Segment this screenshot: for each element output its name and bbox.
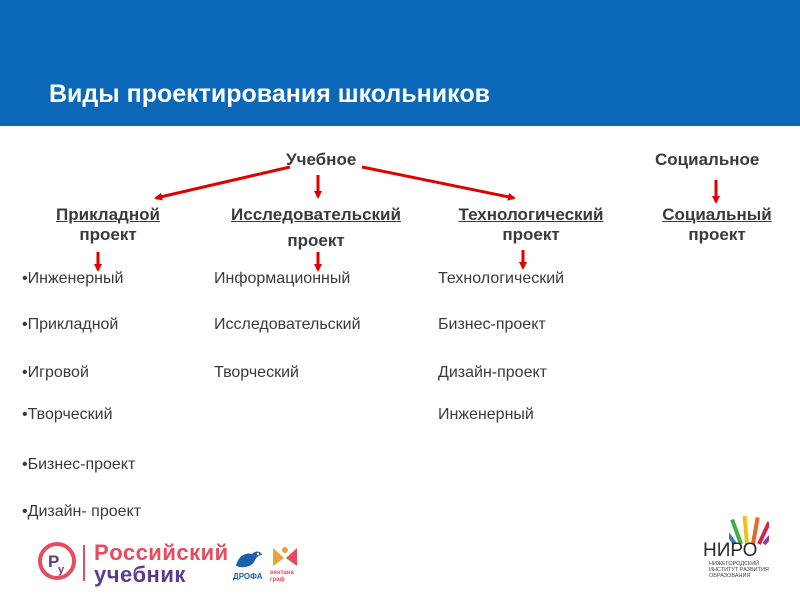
- ventana-graf-icon: [270, 544, 300, 570]
- drofa-logo-text: ДРОФА: [233, 572, 263, 581]
- list-item: •Игровой: [22, 364, 89, 381]
- list-item: Дизайн-проект: [438, 364, 547, 381]
- head-underlined: Технологический: [458, 205, 604, 224]
- logo-word-1: Pоссийский: [94, 540, 229, 565]
- node-social-top: Социальное: [655, 150, 760, 169]
- list-item: Информационный: [214, 270, 351, 287]
- logo-separator: [83, 545, 85, 581]
- ventana-graf-logo-text: вентана граф: [270, 570, 294, 583]
- list-item: Технологический: [438, 270, 565, 287]
- ru-emblem-icon: [36, 538, 82, 584]
- niro-subtitle: НИЖЕГОРОДСКИЙ ИНСТИТУТ РАЗВИТИЯ ОБРАЗОВАНИЯ: [709, 561, 769, 579]
- node-educational: Учебное: [286, 150, 357, 169]
- list-item: Инженерный: [438, 406, 534, 423]
- list-item: Творческий: [214, 364, 299, 381]
- svg-text:y: y: [58, 564, 65, 576]
- logo-word-2: учебник: [94, 562, 186, 587]
- column-head-research: [217, 205, 415, 251]
- column-head-social: [650, 205, 784, 245]
- arrow-to-technology: [362, 167, 514, 198]
- list-item: •Инженерный: [22, 270, 124, 287]
- niro-name: НИРО: [703, 540, 758, 561]
- list-item: •Бизнес-проект: [22, 456, 136, 473]
- head-second: проект: [287, 231, 345, 250]
- list-item: •Творческий: [22, 406, 113, 423]
- head-second: проект: [688, 225, 746, 244]
- list-item: •Дизайн- проект: [22, 503, 142, 520]
- niro-logo: [703, 512, 773, 592]
- head-underlined: Исследовательский: [231, 205, 401, 224]
- list-item: Бизнес-проект: [438, 316, 546, 333]
- head-second: проект: [79, 225, 137, 244]
- svg-text:P: P: [48, 552, 60, 571]
- arrow-to-applied: [156, 167, 290, 198]
- drofa-bird-icon: [232, 546, 264, 572]
- head-second: проект: [502, 225, 560, 244]
- slide-title: Виды проектирования школьников: [49, 80, 490, 108]
- list-item: •Прикладной: [22, 316, 119, 333]
- column-head-applied: [46, 205, 170, 245]
- russian-textbook-logo: [36, 538, 229, 589]
- column-head-technology: [446, 205, 616, 245]
- head-underlined: Социальный: [662, 205, 772, 224]
- head-underlined: Прикладной: [56, 205, 160, 224]
- list-item: Исследовательский: [214, 316, 361, 333]
